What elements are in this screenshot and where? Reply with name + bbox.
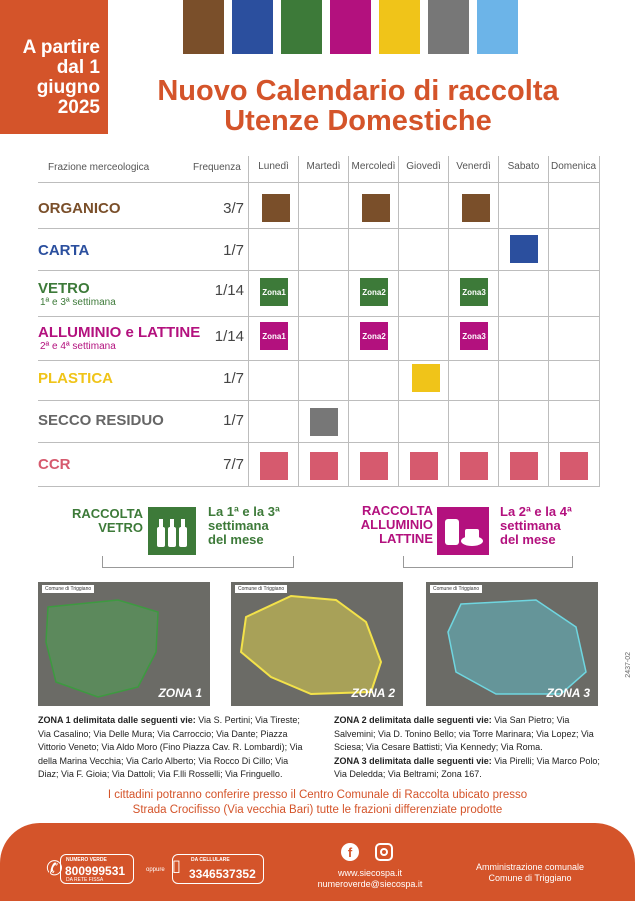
day-tuesday: Martedì (306, 161, 341, 172)
vetro-info-text (208, 505, 280, 547)
phone-icon: ✆ (46, 858, 63, 880)
glass-bottles-icon (148, 507, 196, 555)
footer (0, 823, 635, 901)
alluminio-zone3-cell: Zona3 (460, 322, 488, 350)
cans-icon (437, 507, 489, 555)
title-line-1: Nuovo Calendario di raccolta (157, 75, 559, 107)
color-strip-brown (183, 0, 224, 54)
organico-friday-cell (462, 194, 490, 222)
row-label-plastica: PLASTICA (38, 370, 113, 387)
row-freq-carta: 1/7 (223, 242, 244, 259)
plastica-thursday-cell (412, 364, 440, 392)
color-strip-grey (428, 0, 469, 54)
row-label-secco: SECCO RESIDUO (38, 412, 164, 429)
alluminio-info-line: RACCOLTA (361, 503, 433, 518)
badge-line: dal 1 (56, 57, 100, 78)
badge-line: 2025 (57, 97, 100, 118)
mobile-box[interactable] (172, 854, 264, 884)
row-freq-secco: 1/7 (223, 412, 244, 429)
ccr-thursday-cell (410, 452, 438, 480)
zone2-body: Via San Pietro; Via Salvemini; Via D. Tonino Bello; via Torre Marinara; Via Lopez; Via Sciesa; Via Cesare Battisti; Via Kennedy; Via Roma. (334, 715, 594, 752)
day-friday: Venerdì (456, 161, 491, 172)
day-thursday: Giovedì (406, 161, 441, 172)
map-zona-2 (231, 582, 403, 706)
page-title (128, 76, 588, 136)
vetro-text-line: del mese (208, 532, 264, 547)
email-link[interactable]: numeroverde@siecospa.it (317, 879, 423, 889)
zone1-description (38, 714, 308, 782)
vetro-info-line: VETRO (98, 520, 143, 535)
color-strip-lightblue (477, 0, 518, 54)
secco-tuesday-cell (310, 408, 338, 436)
map-title: Comune di Triggiano (42, 585, 94, 593)
row-label-ccr: CCR (38, 456, 71, 473)
admin-line-2: Comune di Triggiano (488, 873, 572, 883)
toll-free-box[interactable] (60, 854, 134, 884)
zone23-description (334, 714, 600, 782)
vetro-text-line: La 1ª e la 3ª (208, 504, 280, 519)
zone1-body: Via S. Pertini; Via Tireste; Via Casalino; Via Delle Mura; Via Carroccio; Via Dante; Piazza Vittorio Veneto; Via Aldo Moro (Fino Piazza Cav. R. Lombardi); Via della Marina Vecchia; Via Carlo Alberto; Via Rocco Di Cillo; Via Diaz; Via F. Gioia; Via Dattoli; Via F.lli Rosselli; Via Fringuello. (38, 715, 303, 779)
map-title: Comune di Triggiano (430, 585, 482, 593)
alluminio-info-text (500, 505, 572, 547)
vetro-bracket (102, 556, 294, 568)
vetro-info-line: RACCOLTA (71, 506, 143, 521)
row-sub-vetro: 1ª e 3ª settimana (40, 297, 116, 308)
instagram-icon[interactable] (375, 843, 393, 861)
alluminio-text-line: La 2ª e la 4ª (500, 504, 572, 519)
row-freq-organico: 3/7 (223, 200, 244, 217)
map-title: Comune di Triggiano (235, 585, 287, 593)
row-label-vetro: VETRO (38, 280, 90, 297)
ccr-sunday-cell (560, 452, 588, 480)
note-line: I cittadini potranno conferire presso il Centro Comunale di Raccolta ubicato presso (107, 789, 528, 801)
admin-line-1: Amministrazione comunale (475, 862, 585, 872)
ccr-wednesday-cell (360, 452, 388, 480)
oppure-text: oppure (146, 867, 165, 873)
ccr-note (40, 788, 595, 818)
row-freq-ccr: 7/7 (223, 456, 244, 473)
badge-line: giugno (36, 77, 100, 98)
mobile-number[interactable]: 3346537352 (189, 867, 256, 881)
day-monday: Lunedì (258, 161, 289, 172)
row-label-carta: CARTA (38, 242, 90, 259)
header-fraction: Frazione merceologica (48, 162, 150, 173)
ccr-monday-cell (260, 452, 288, 480)
vetro-text-line: settimana (208, 518, 269, 533)
carta-saturday-cell (510, 235, 538, 263)
start-date-badge (0, 0, 108, 134)
zone-label: ZONA 1 (158, 686, 202, 700)
zone-label: ZONA 3 (546, 686, 590, 700)
header-frequency: Frequenza (193, 162, 241, 173)
vetro-zone3-cell: Zona3 (460, 278, 488, 306)
vetro-zone2-cell: Zona2 (360, 278, 388, 306)
vetro-info-label (68, 507, 143, 535)
color-strip-blue (232, 0, 273, 54)
color-strip-magenta (330, 0, 371, 54)
zone3-heading: ZONA 3 delimitata dalle seguenti vie: (334, 755, 492, 766)
title-line-2: Utenze Domestiche (224, 105, 492, 137)
alluminio-text-line: del mese (500, 532, 556, 547)
color-strip-yellow (379, 0, 420, 54)
mobile-caption: DA CELLULARE (191, 857, 230, 863)
alluminio-info-label (345, 504, 433, 546)
facebook-icon[interactable]: f (341, 843, 359, 861)
row-label-alluminio: ALLUMINIO e LATTINE (38, 324, 201, 341)
badge-line: A partire (22, 37, 100, 58)
alluminio-bracket (403, 556, 573, 568)
alluminio-info-line: LATTINE (379, 531, 433, 546)
ccr-friday-cell (460, 452, 488, 480)
day-sunday: Domenica (550, 161, 597, 172)
schedule-grid (248, 156, 600, 486)
toll-free-number[interactable]: 800999531 (65, 864, 126, 878)
mobile-icon: ▯ (172, 858, 181, 875)
vetro-zone1-cell: Zona1 (260, 278, 288, 306)
map-zona-1 (38, 582, 210, 706)
alluminio-info-line: ALLUMINIO (360, 517, 433, 532)
ccr-tuesday-cell (310, 452, 338, 480)
zone3-body: Via Pirelli; Via Marco Polo; Via Deledda; Via Beltrami; Zona 167. (334, 755, 600, 779)
zone1-heading: ZONA 1 delimitata dalle seguenti vie: (38, 715, 196, 725)
row-freq-alluminio: 1/14 (214, 328, 244, 345)
zone2-heading: ZONA 2 delimitata dalle seguenti vie: (334, 715, 492, 725)
color-strip-green (281, 0, 322, 54)
organico-monday-cell (262, 194, 290, 222)
zone-label: ZONA 2 (351, 686, 395, 700)
ccr-saturday-cell (510, 452, 538, 480)
alluminio-zone2-cell: Zona2 (360, 322, 388, 350)
row-freq-vetro: 1/14 (214, 282, 244, 299)
note-line: Strada Crocifisso (Via vecchia Bari) tutte le frazioni differenziate prodotte (132, 804, 503, 816)
day-wednesday: Mercoledì (351, 161, 396, 172)
website-link[interactable]: www.siecospa.it (337, 868, 403, 878)
map-zona-3 (426, 582, 598, 706)
day-saturday: Sabato (507, 161, 540, 172)
alluminio-text-line: settimana (500, 518, 561, 533)
row-label-organico: ORGANICO (38, 200, 121, 217)
row-sub-alluminio: 2ª e 4ª settimana (40, 341, 116, 352)
alluminio-zone1-cell: Zona1 (260, 322, 288, 350)
organico-wednesday-cell (362, 194, 390, 222)
row-freq-plastica: 1/7 (223, 370, 244, 387)
document-code: 2437-02 (625, 652, 632, 678)
toll-free-sub: DA RETE FISSA (66, 877, 104, 883)
toll-free-caption: NUMERO VERDE (66, 857, 107, 863)
